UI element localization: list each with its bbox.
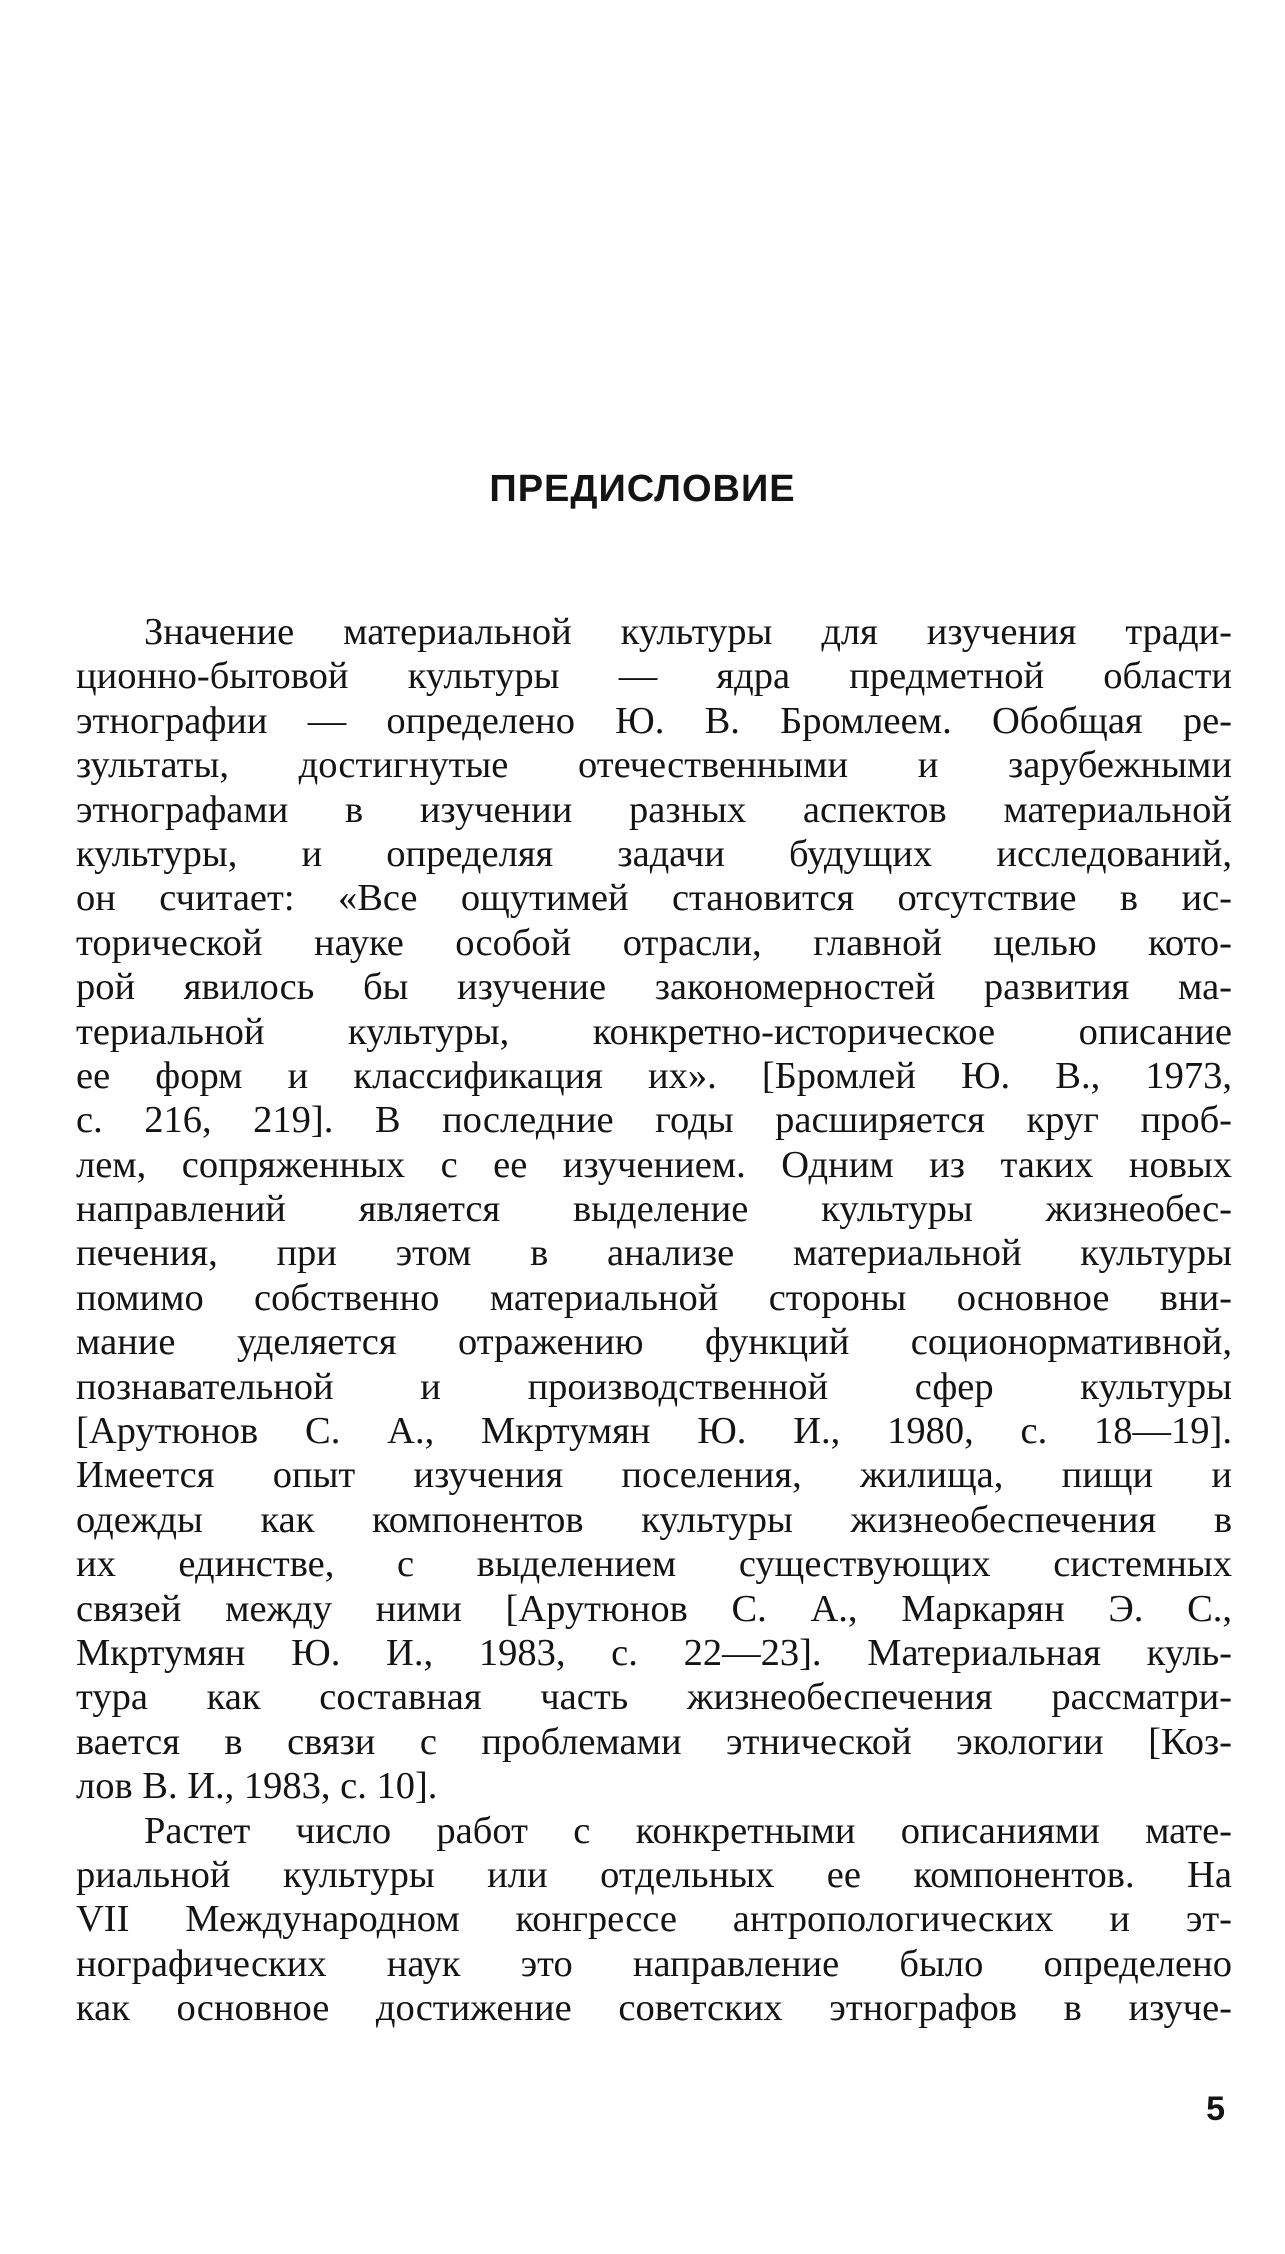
text-line: ее форм и классификация их». [Бромлей Ю. В., 1973, bbox=[76, 1054, 1232, 1097]
text-line: познавательной и производственной сфер культуры bbox=[76, 1365, 1232, 1408]
text-line: этнографами в изучении разных аспектов материальной bbox=[76, 788, 1232, 831]
page-number: 5 bbox=[1206, 2090, 1225, 2128]
text-line: риальной культуры или отдельных ее компонентов. На bbox=[76, 1853, 1232, 1896]
text-line: тура как составная часть жизнеобеспечения рассматри- bbox=[76, 1676, 1232, 1719]
text-line: помимо собственно материальной стороны основное вни- bbox=[76, 1276, 1232, 1319]
text-line: Значение материальной культуры для изучения тради- bbox=[144, 611, 1232, 653]
text-line: направлений является выделение культуры жизнеобес- bbox=[76, 1188, 1232, 1231]
text-line: мание уделяется отражению функций соционормативной, bbox=[76, 1321, 1232, 1364]
text-line: торической науке особой отрасли, главной целью кото- bbox=[76, 921, 1232, 964]
text-line: с. 216, 219]. В последние годы расширяется круг проб- bbox=[76, 1099, 1232, 1142]
text-line: одежды как компонентов культуры жизнеобеспечения в bbox=[76, 1498, 1232, 1541]
text-line: Имеется опыт изучения поселения, жилища, пищи и bbox=[76, 1454, 1232, 1497]
text-line: вается в связи с проблемами этнической экологии [Коз- bbox=[76, 1720, 1232, 1763]
body-text bbox=[76, 610, 1232, 2031]
text-line: Мкртумян Ю. И., 1983, с. 22—23]. Материальная куль- bbox=[76, 1631, 1232, 1674]
paragraph-2 bbox=[76, 1809, 1232, 2031]
text-line: он считает: «Все ощутимей становится отсутствие в ис- bbox=[76, 877, 1232, 920]
text-line: териальной культуры, конкретно-историческое описание bbox=[76, 1010, 1232, 1053]
text-line: Растет число работ с конкретными описаниями мате- bbox=[144, 1809, 1232, 1852]
text-line: культуры, и определяя задачи будущих исследований, bbox=[76, 832, 1232, 875]
paragraph-1 bbox=[76, 610, 1232, 1809]
text-line: VII Международном конгрессе антропологических и эт- bbox=[76, 1898, 1232, 1941]
text-line: зультаты, достигнутые отечественными и зарубежными bbox=[76, 744, 1232, 787]
text-line: лов В. И., 1983, с. 10]. bbox=[76, 1765, 438, 1808]
text-line: нографических наук это направление было определено bbox=[76, 1942, 1232, 1985]
text-line: связей между ними [Арутюнов С. А., Маркарян Э. С., bbox=[76, 1587, 1232, 1630]
text-line: [Арутюнов С. А., Мкртумян Ю. И., 1980, с. 18—19]. bbox=[76, 1410, 1232, 1453]
chapter-title: ПРЕДИСЛОВИЕ bbox=[489, 468, 796, 510]
text-line: печения, при этом в анализе материальной культуры bbox=[76, 1232, 1232, 1275]
text-line: рой явилось бы изучение закономерностей развития ма- bbox=[76, 966, 1232, 1009]
text-line: как основное достижение советских этнографов в изуче- bbox=[76, 1987, 1232, 2030]
text-line: ционно-бытовой культуры — ядра предметной области bbox=[76, 655, 1232, 698]
text-line: их единстве, с выделением существующих системных bbox=[76, 1543, 1232, 1586]
text-line: этнографии — определено Ю. В. Бромлеем. Обобщая ре- bbox=[76, 699, 1232, 742]
text-line: лем, сопряженных с ее изучением. Одним из таких новых bbox=[76, 1143, 1232, 1186]
